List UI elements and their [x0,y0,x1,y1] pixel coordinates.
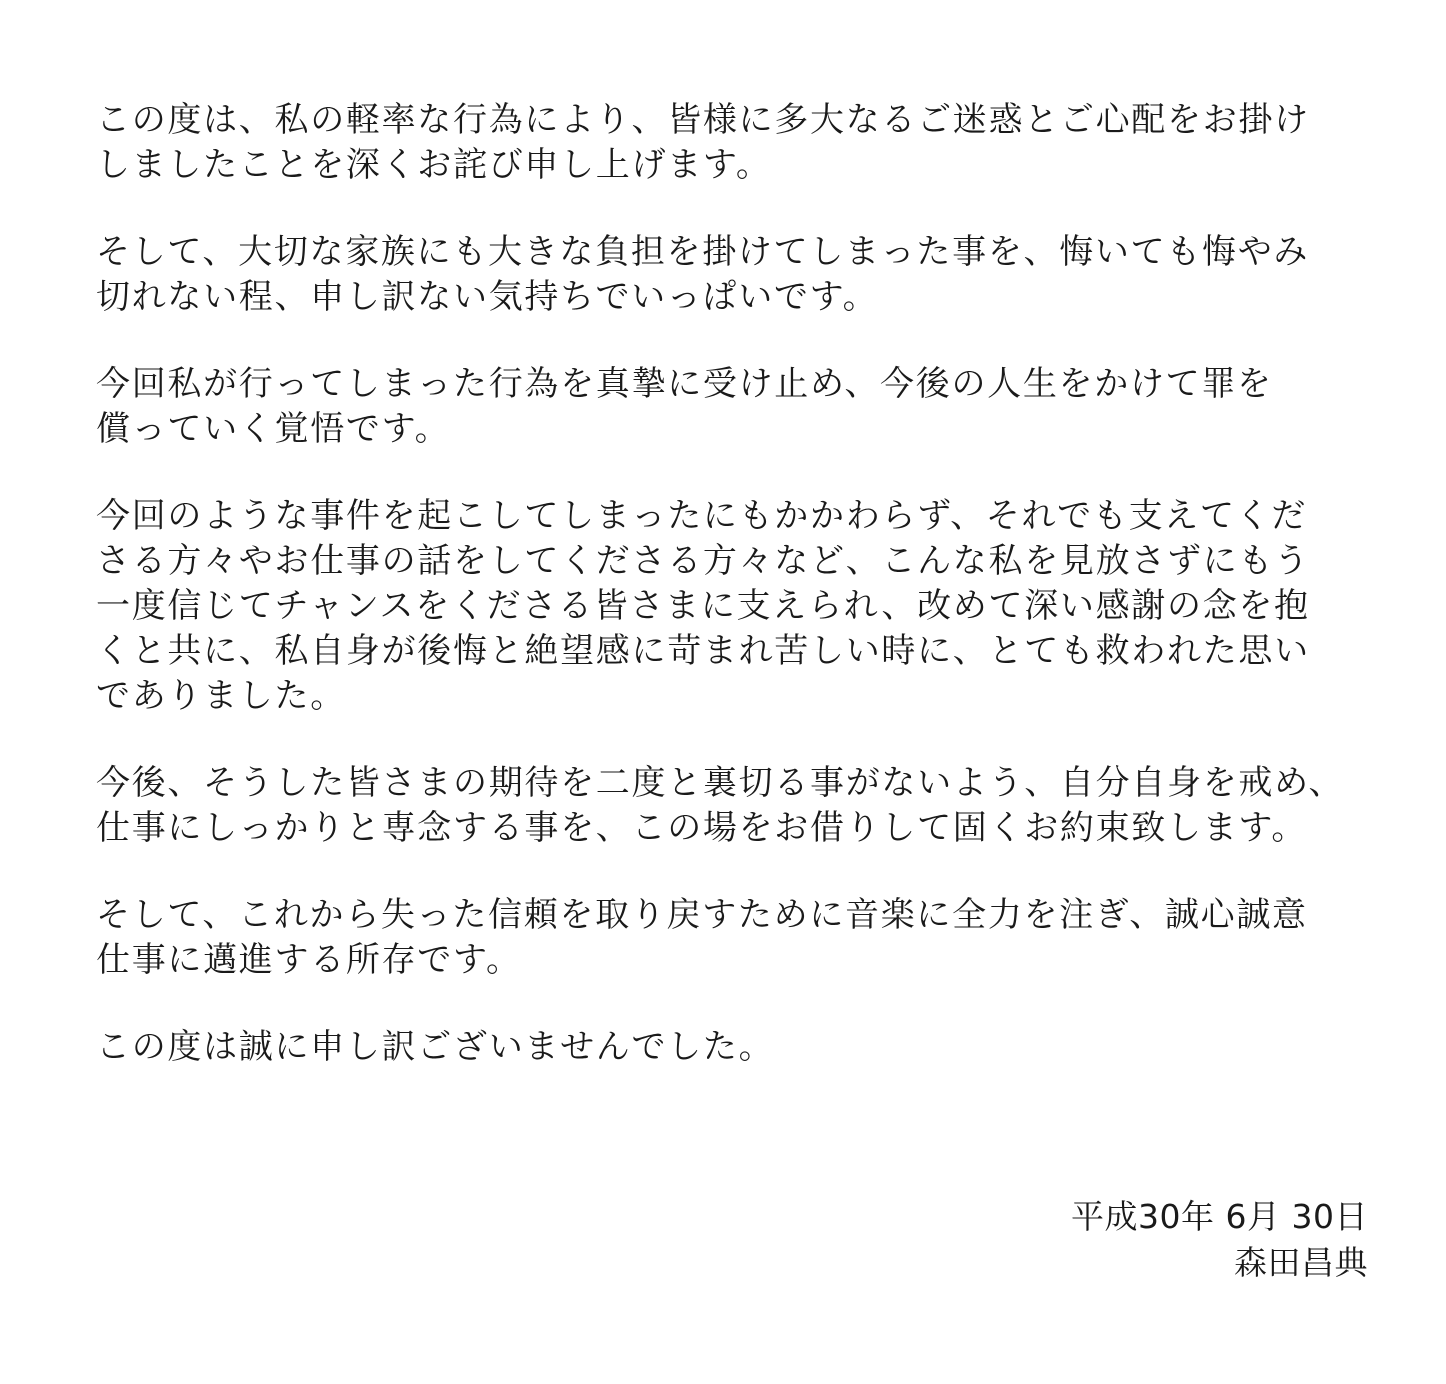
paragraph-line: くと共に、私自身が後悔と絶望感に苛まれ苦しい時に、とても救われた思い [96,631,1310,671]
paragraph-line: しましたことを深くお詫び申し上げます。 [96,145,772,185]
paragraph-line: 仕事にしっかりと専念する事を、この場をお借りして固くお約束致します。 [96,808,1308,848]
signature-date: 平成30年 6月 30日 [1071,1197,1368,1236]
paragraph-apology-intro [96,98,1396,188]
signature-name: 森田昌典 [1234,1243,1368,1282]
paragraph-line: この度は、私の軽率な行為により、皆様に多大なるご迷惑とご心配をお掛け [96,100,1310,140]
paragraph-line: 今回私が行ってしまった行為を真摯に受け止め、今後の人生をかけて罪を [96,364,1273,404]
paragraph-line: この度は誠に申し訳ございませんでした。 [96,1027,775,1067]
paragraph-music [96,893,1396,983]
paragraph-line: そして、大切な家族にも大きな負担を掛けてしまった事を、悔いても悔やみ [96,232,1310,272]
paragraph-line: 切れない程、申し訳ない気持ちでいっぱいです。 [96,277,879,317]
paragraph-family [96,230,1396,320]
paragraph-line: さる方々やお仕事の話をしてくださる方々など、こんな私を見放さずにもう [96,541,1310,581]
paragraph-line: 今回のような事件を起こしてしまったにもかかわらず、それでも支えてくだ [96,496,1308,536]
paragraph-line: 一度信じてチャンスをくださる皆さまに支えられ、改めて深い感謝の念を抱 [96,586,1310,626]
letter-body [96,98,1396,1112]
paragraph-resolve [96,362,1396,452]
paragraph-line: 償っていく覚悟です。 [96,409,451,449]
paragraph-line: 仕事に邁進する所存です。 [96,940,522,980]
paragraph-line: でありました。 [96,676,346,716]
paragraph-promise [96,761,1396,851]
paragraph-closing [96,1025,1396,1070]
paragraph-line: そして、これから失った信頼を取り戻すために音楽に全力を注ぎ、誠心誠意 [96,895,1308,935]
paragraph-line: 今後、そうした皆さまの期待を二度と裏切る事がないよう、自分自身を戒め、 [96,763,1345,803]
paragraph-gratitude [96,494,1396,719]
signature-block [1071,1194,1368,1286]
